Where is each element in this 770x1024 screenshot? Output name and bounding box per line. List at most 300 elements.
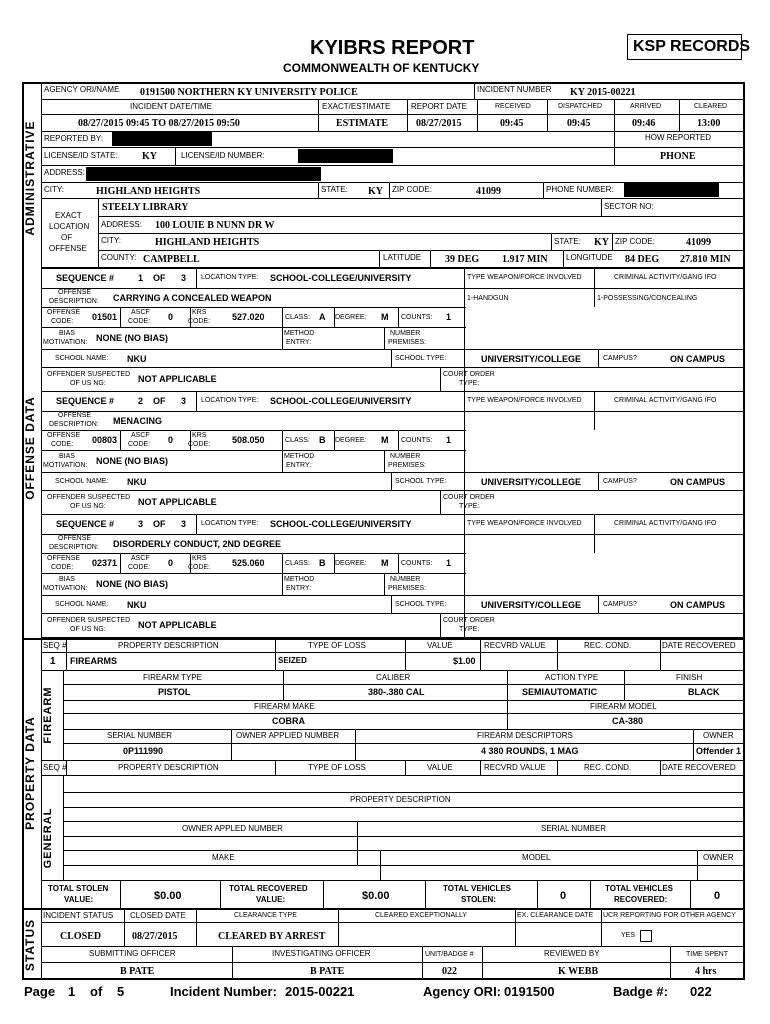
firearm-model-label: FIREARM MODEL (590, 702, 657, 711)
rule (120, 307, 121, 327)
rule (41, 411, 743, 412)
class-value: A (319, 312, 326, 322)
offense-description: CARRYING A CONCEALED WEAPON (113, 293, 272, 303)
rule (391, 349, 392, 367)
unit-badge-label: UNIT/BADGE # (425, 951, 474, 958)
rule (282, 573, 283, 595)
agency-ori-value: 0191500 NORTHERN KY UNIVERSITY POLICE (140, 87, 358, 98)
offense-desc-label-bot: DESCRIPTION: (49, 544, 99, 551)
location-type-value: SCHOOL-COLLEGE/UNIVERSITY (270, 273, 412, 283)
rule (41, 307, 466, 308)
arrived-label: ARRIVED (630, 103, 662, 110)
method-entry-label-bot: ENTRY: (286, 462, 312, 469)
license-state-label: LICENSE/ID STATE: (44, 151, 118, 160)
offense-code: 00803 (92, 435, 118, 445)
campus-label: CAMPUS? (603, 478, 637, 485)
section-property-data: PROPERTY DATA (23, 716, 37, 830)
rule (41, 430, 466, 431)
bias-label-top: BIAS (59, 576, 75, 583)
location-type-value: SCHOOL-COLLEGE/UNIVERSITY (270, 396, 412, 406)
incident-number-label: INCIDENT NUMBER (477, 85, 552, 94)
report-title: KYIBRS REPORT (310, 37, 475, 59)
rule (398, 307, 399, 327)
ascf-code: 0 (168, 435, 174, 445)
time-spent-label: TIME SPENT (686, 951, 729, 958)
court-order-label-bot: TYPE: (459, 380, 480, 387)
exact-location-label-3: OF (61, 233, 73, 242)
location-address-value: 100 LOUIE B NUNN DR W (155, 220, 275, 231)
footer-badge-label: Badge #: (613, 984, 668, 999)
cleared-label: CLEARED (694, 103, 728, 110)
report-date-value: 08/27/2015 (416, 118, 462, 129)
criminal-activity-label: CRIMINAL ACTIVITY/GANG IFO (614, 274, 717, 281)
clearance-type-value: CLEARED BY ARREST (218, 931, 326, 942)
offense-block (0, 515, 770, 638)
suspected-label-top: OFFENDER SUSPECTED (47, 371, 131, 378)
rule (282, 327, 283, 349)
krs-label-bot: CODE: (188, 441, 211, 448)
recvrd-value-header-2: RECVRD VALUE (484, 763, 546, 772)
bias-label-bot: MOTIVATION: (43, 585, 88, 592)
finish-value: BLACK (688, 687, 720, 697)
offense-block (0, 269, 770, 392)
counts-value: 1 (446, 558, 452, 568)
longitude-label: LONGITUDE (566, 253, 613, 262)
footer-total-pages: 5 (117, 984, 125, 999)
ex-clearance-date-label: EX. CLEARANCE DATE (517, 912, 594, 919)
suspected-label-bot: OF US NG: (70, 380, 106, 387)
school-name-value: NKU (127, 354, 147, 364)
action-type-label: ACTION TYPE (545, 673, 599, 682)
krs-label-top: KRS (192, 309, 207, 316)
sequence-number: 1 (138, 273, 144, 283)
rule (282, 450, 283, 472)
firearm-model-value: CA-380 (612, 716, 644, 726)
total-vehicles-recovered-label-1: TOTAL VEHICLES (605, 884, 674, 893)
longitude-deg: 84 DEG (625, 254, 660, 265)
agency-ori-label: AGENCY ORI/NAME (44, 85, 120, 94)
action-type-value: SEMIAUTOMATIC (522, 687, 598, 697)
campus-value: ON CAMPUS (670, 600, 726, 610)
latitude-min: 1.917 MIN (502, 254, 548, 265)
criminal-activity-label: CRIMINAL ACTIVITY/GANG IFO (614, 520, 717, 527)
degree-value: M (381, 435, 389, 445)
rule (41, 367, 743, 368)
location-type-label: LOCATION TYPE: (201, 520, 259, 527)
reported-by-label: REPORTED BY: (44, 134, 103, 143)
license-state-value: KY (142, 151, 157, 162)
counts-label: COUNTS: (401, 560, 433, 567)
rule (594, 269, 595, 307)
bias-value: NONE (NO BIAS) (96, 579, 168, 589)
time-spent-value: 4 hrs (695, 966, 717, 977)
state-label: STATE: (321, 185, 348, 194)
rule (391, 472, 392, 490)
method-entry-label-top: METHOD (284, 453, 315, 460)
class-label: CLASS: (285, 560, 310, 567)
recvrd-value-header: RECVRD VALUE (484, 641, 546, 650)
incident-number-value: KY 2015-00221 (570, 87, 636, 98)
court-order-label-top: COURT ORDER (443, 617, 495, 624)
rec-cond-header-2: REC. COND. (584, 763, 632, 772)
rule (41, 349, 743, 350)
rule (41, 288, 743, 289)
school-type-value: UNIVERSITY/COLLEGE (481, 354, 582, 364)
school-type-label: SCHOOL TYPE: (395, 601, 447, 608)
class-label: CLASS: (285, 437, 310, 444)
weapon-label: TYPE WEAPON/FORCE INVOLVED (467, 274, 582, 281)
dispatched-value: 09:45 (567, 118, 591, 129)
state-value: KY (368, 186, 383, 197)
zip-code-value: 41099 (476, 186, 501, 197)
general-make-label: MAKE (212, 853, 235, 862)
rule (391, 595, 392, 613)
method-entry-label-bot: ENTRY: (286, 585, 312, 592)
received-value: 09:45 (500, 118, 524, 129)
ascf-code: 0 (168, 312, 174, 322)
class-value: B (319, 435, 326, 445)
location-city-value: HIGHLAND HEIGHTS (155, 237, 260, 248)
bias-label-bot: MOTIVATION: (43, 462, 88, 469)
rule (120, 430, 121, 450)
suspected-label-top: OFFENDER SUSPECTED (47, 494, 131, 501)
offense-block (0, 392, 770, 515)
court-order-label-top: COURT ORDER (443, 371, 495, 378)
number-premises-label-bot: PREMISES: (388, 462, 427, 469)
bias-label-bot: MOTIVATION: (43, 339, 88, 346)
total-vehicles-stolen-value: 0 (560, 890, 567, 902)
bias-label-top: BIAS (59, 453, 75, 460)
latitude-label: LATITUDE (383, 253, 422, 262)
cleared-exceptionally-label: CLEARED EXCEPTIONALLY (375, 912, 468, 919)
offense-desc-label-bot: DESCRIPTION: (49, 421, 99, 428)
footer-page-number: 1 (68, 984, 76, 999)
suspected-label-bot: OF US NG: (70, 503, 106, 510)
rule (282, 553, 283, 573)
redacted-address (86, 167, 321, 181)
rule (41, 490, 743, 491)
suspected-label-top: OFFENDER SUSPECTED (47, 617, 131, 624)
offense-desc-label-top: OFFENSE (58, 535, 92, 542)
owner-applied-label: OWNER APPLIED NUMBER (236, 731, 340, 740)
dispatched-label: DISPATCHED (558, 103, 603, 110)
krs-code: 508.050 (232, 435, 265, 445)
redacted-phone (624, 183, 719, 197)
total-vehicles-stolen-label-2: STOLEN: (461, 895, 496, 904)
property-seq: 1 (50, 656, 56, 667)
school-type-label: SCHOOL TYPE: (395, 355, 447, 362)
location-type-value: SCHOOL-COLLEGE/UNIVERSITY (270, 519, 412, 529)
offense-desc-label-top: OFFENSE (58, 289, 92, 296)
sequence-total: 3 (181, 273, 187, 283)
footer-incident-label: Incident Number: (170, 984, 277, 999)
rule (594, 392, 595, 430)
sequence-label: SEQUENCE # (56, 273, 115, 283)
location-type-label: LOCATION TYPE: (201, 397, 259, 404)
property-loss: SEIZED (278, 656, 307, 665)
offense-code-label-top: OFFENSE (47, 555, 81, 562)
school-name-label: SCHOOL NAME: (55, 601, 109, 608)
city-value: HIGHLAND HEIGHTS (96, 186, 201, 197)
redacted-reported-by (112, 132, 212, 146)
rule (384, 573, 385, 595)
weapon-label: TYPE WEAPON/FORCE INVOLVED (467, 397, 582, 404)
rule (598, 472, 599, 490)
school-name-value: NKU (127, 600, 147, 610)
location-address-label: ADDRESS: (101, 220, 142, 229)
incident-status-value: CLOSED (60, 931, 102, 942)
footer-of: of (90, 984, 103, 999)
suspected-value: NOT APPLICABLE (138, 374, 217, 384)
closed-date-label: CLOSED DATE (130, 911, 186, 920)
rule (41, 613, 743, 614)
section-status: STATUS (23, 918, 37, 972)
rule (440, 613, 441, 638)
redacted-license-number (298, 149, 393, 163)
total-vehicles-stolen-label-1: TOTAL VEHICLES (443, 884, 512, 893)
offense-code: 01501 (92, 312, 118, 322)
offense-code-label-bot: CODE: (51, 318, 74, 325)
property-description: FIREARMS (70, 656, 117, 666)
sequence-label: SEQUENCE # (56, 396, 115, 406)
rule (594, 515, 595, 553)
yes-label: YES (621, 932, 636, 939)
offense-code-label-bot: CODE: (51, 564, 74, 571)
longitude-min: 27.810 MIN (680, 254, 731, 265)
rule (440, 490, 441, 515)
general-owner-applied-label: OWNER APPLED NUMBER (182, 824, 283, 833)
ascf-label-top: ASCF (131, 309, 150, 316)
rule (41, 534, 743, 535)
location-zip-label: ZIP CODE: (615, 237, 655, 246)
general-property-description-label: PROPERTY DESCRIPTION (350, 795, 451, 804)
arrived-value: 09:46 (632, 118, 656, 129)
footer-agency-ori: 0191500 (504, 984, 555, 999)
degree-value: M (381, 558, 389, 568)
rule (598, 595, 599, 613)
total-stolen-value: $0.00 (154, 890, 182, 902)
general-serial-label: SERIAL NUMBER (541, 824, 607, 833)
class-value: B (319, 558, 326, 568)
rule (196, 392, 197, 411)
court-order-label-bot: TYPE: (459, 626, 480, 633)
rule (41, 595, 743, 596)
sequence-total: 3 (181, 396, 187, 406)
bias-value: NONE (NO BIAS) (96, 333, 168, 343)
offense-desc-label-top: OFFENSE (58, 412, 92, 419)
school-name-label: SCHOOL NAME: (55, 478, 109, 485)
method-entry-label-top: METHOD (284, 330, 315, 337)
counts-label: COUNTS: (401, 437, 433, 444)
footer-badge-number: 022 (690, 984, 712, 999)
sequence-of: OF (153, 396, 166, 406)
sequence-label: SEQUENCE # (56, 519, 115, 529)
campus-label: CAMPUS? (603, 355, 637, 362)
bias-label-top: BIAS (59, 330, 75, 337)
rule (196, 269, 197, 288)
number-premises-label-bot: PREMISES: (388, 585, 427, 592)
submitting-officer-label: SUBMITTING OFFICER (89, 949, 176, 958)
ascf-label-bot: CODE: (128, 318, 151, 325)
phone-number-label: PHONE NUMBER: (546, 185, 614, 194)
incident-status-label: INCIDENT STATUS (43, 911, 114, 920)
rule (440, 367, 441, 392)
date-recovered-header: DATE RECOVERED (662, 641, 736, 650)
seq-header: SEQ # (43, 641, 67, 650)
address-label: ADDRESS: (44, 168, 85, 177)
krs-code: 527.020 (232, 312, 265, 322)
exact-estimate-label: EXACT/ESTIMATE (322, 102, 391, 111)
rule (398, 553, 399, 573)
school-type-label: SCHOOL TYPE: (395, 478, 447, 485)
offense-description: DISORDERLY CONDUCT, 2ND DEGREE (113, 539, 282, 549)
total-recovered-label-1: TOTAL RECOVERED (229, 884, 308, 893)
how-reported-label: HOW REPORTED (645, 133, 712, 142)
property-value: $1.00 (453, 656, 476, 666)
rule (384, 327, 385, 349)
school-name-label: SCHOOL NAME: (55, 355, 109, 362)
county-value: CAMPBELL (143, 254, 200, 265)
rule (120, 553, 121, 573)
footer-page-label: Page (24, 984, 56, 999)
degree-value: M (381, 312, 389, 322)
rule (196, 515, 197, 534)
ascf-label-top: ASCF (131, 432, 150, 439)
total-recovered-value: $0.00 (362, 890, 390, 902)
school-type-value: UNIVERSITY/COLLEGE (481, 600, 582, 610)
location-name-value: STEELY LIBRARY (102, 202, 189, 213)
krs-label-top: KRS (192, 432, 207, 439)
ucr-reporting-label: UCR REPORTING FOR OTHER AGENCY (603, 912, 736, 919)
method-entry-label-top: METHOD (284, 576, 315, 583)
exact-location-label-4: OFFENSE (49, 244, 87, 253)
degree-label: DEGREE: (335, 314, 367, 321)
ksp-records-label: KSP RECORDS (633, 38, 751, 55)
report-date-label: REPORT DATE (411, 102, 468, 111)
firearm-type-label: FIREARM TYPE (143, 673, 202, 682)
investigating-officer-label: INVESTIGATING OFFICER (272, 949, 371, 958)
offense-code: 02371 (92, 558, 118, 568)
exact-location-label-2: LOCATION (49, 222, 90, 231)
location-zip-value: 41099 (686, 237, 711, 248)
rule (41, 327, 466, 328)
rule (282, 307, 283, 327)
class-label: CLASS: (285, 314, 310, 321)
owner-value: Offender 1 (696, 746, 742, 756)
ascf-code: 0 (168, 558, 174, 568)
property-description-header: PROPERTY DESCRIPTION (118, 641, 219, 650)
suspected-value: NOT APPLICABLE (138, 620, 217, 630)
method-entry-label-bot: ENTRY: (286, 339, 312, 346)
type-of-loss-header-2: TYPE OF LOSS (308, 763, 366, 772)
sector-no-label: SECTOR NO: (604, 202, 654, 211)
rule (41, 573, 466, 574)
zip-code-label: ZIP CODE: (392, 185, 432, 194)
ascf-label-top: ASCF (131, 555, 150, 562)
section-firearm: FIREARM (42, 686, 54, 744)
bias-value: NONE (NO BIAS) (96, 456, 168, 466)
value-header-2: VALUE (427, 763, 453, 772)
section-offense-data: OFFENSE DATA (23, 396, 37, 500)
number-premises-label-top: NUMBER (390, 330, 421, 337)
rule (41, 472, 743, 473)
firearm-make-label: FIREARM MAKE (254, 702, 315, 711)
total-vehicles-recovered-label-2: RECOVERED: (614, 895, 668, 904)
ascf-label-bot: CODE: (128, 441, 151, 448)
cleared-value: 13:00 (697, 118, 721, 129)
rule (282, 430, 283, 450)
degree-label: DEGREE: (335, 437, 367, 444)
number-premises-label-top: NUMBER (390, 576, 421, 583)
suspected-value: NOT APPLICABLE (138, 497, 217, 507)
offense-code-label-top: OFFENSE (47, 309, 81, 316)
offense-desc-label-bot: DESCRIPTION: (49, 298, 99, 305)
incident-datetime-label: INCIDENT DATE/TIME (130, 102, 212, 111)
court-order-label-top: COURT ORDER (443, 494, 495, 501)
unit-badge-value: 022 (442, 966, 457, 977)
weapon-value: 1-HANDGUN (467, 295, 509, 302)
investigating-officer-value: B PATE (310, 966, 345, 977)
city-label: CITY: (44, 185, 65, 194)
property-description-header-2: PROPERTY DESCRIPTION (118, 763, 219, 772)
reviewed-by-value: K WEBB (558, 966, 599, 977)
ucr-yes-checkbox[interactable] (640, 930, 652, 942)
total-recovered-label-2: VALUE: (256, 895, 286, 904)
krs-label-bot: CODE: (188, 318, 211, 325)
report-subtitle: COMMONWEALTH OF KENTUCKY (283, 61, 480, 75)
degree-label: DEGREE: (335, 560, 367, 567)
general-model-label: MODEL (522, 853, 551, 862)
rule (384, 450, 385, 472)
total-vehicles-recovered-value: 0 (714, 890, 721, 902)
offense-code-label-top: OFFENSE (47, 432, 81, 439)
received-label: RECEIVED (495, 103, 531, 110)
suspected-label-bot: OF US NG: (70, 626, 106, 633)
location-type-label: LOCATION TYPE: (201, 274, 259, 281)
serial-number-value: 0P111990 (123, 746, 164, 756)
offense-code-label-bot: CODE: (51, 441, 74, 448)
sequence-of: OF (153, 273, 166, 283)
footer-agency-label: Agency ORI: (423, 984, 502, 999)
exact-estimate-value: ESTIMATE (336, 118, 389, 129)
caliber-value: 380-.380 CAL (368, 687, 425, 697)
firearm-descriptors-label: FIREARM DESCRIPTORS (477, 731, 573, 740)
number-premises-label-bot: PREMISES: (388, 339, 427, 346)
sequence-number: 3 (138, 519, 144, 529)
exact-location-label-1: EXACT (55, 211, 82, 220)
criminal-value: 1-POSSESSING/CONCEALING (597, 295, 698, 302)
type-of-loss-header: TYPE OF LOSS (308, 641, 366, 650)
license-number-label: LICENSE/ID NUMBER: (181, 151, 265, 160)
clearance-type-label: CLEARANCE TYPE (234, 912, 297, 919)
number-premises-label-top: NUMBER (390, 453, 421, 460)
section-administrative: ADMINISTRATIVE (23, 120, 37, 236)
finish-label: FINISH (676, 673, 703, 682)
reviewed-by-label: REVIEWED BY (544, 949, 600, 958)
incident-datetime-value: 08/27/2015 09:45 TO 08/27/2015 09:50 (78, 118, 240, 129)
total-stolen-label-2: VALUE: (64, 895, 94, 904)
school-type-value: UNIVERSITY/COLLEGE (481, 477, 582, 487)
location-state-value: KY (594, 237, 609, 248)
ascf-label-bot: CODE: (128, 564, 151, 571)
weapon-label: TYPE WEAPON/FORCE INVOLVED (467, 520, 582, 527)
offense-description: MENACING (113, 416, 162, 426)
campus-label: CAMPUS? (603, 601, 637, 608)
firearm-type-value: PISTOL (158, 687, 191, 697)
campus-value: ON CAMPUS (670, 354, 726, 364)
submitting-officer-value: B PATE (120, 966, 155, 977)
date-recovered-header-2: DATE RECOVERED (662, 763, 736, 772)
